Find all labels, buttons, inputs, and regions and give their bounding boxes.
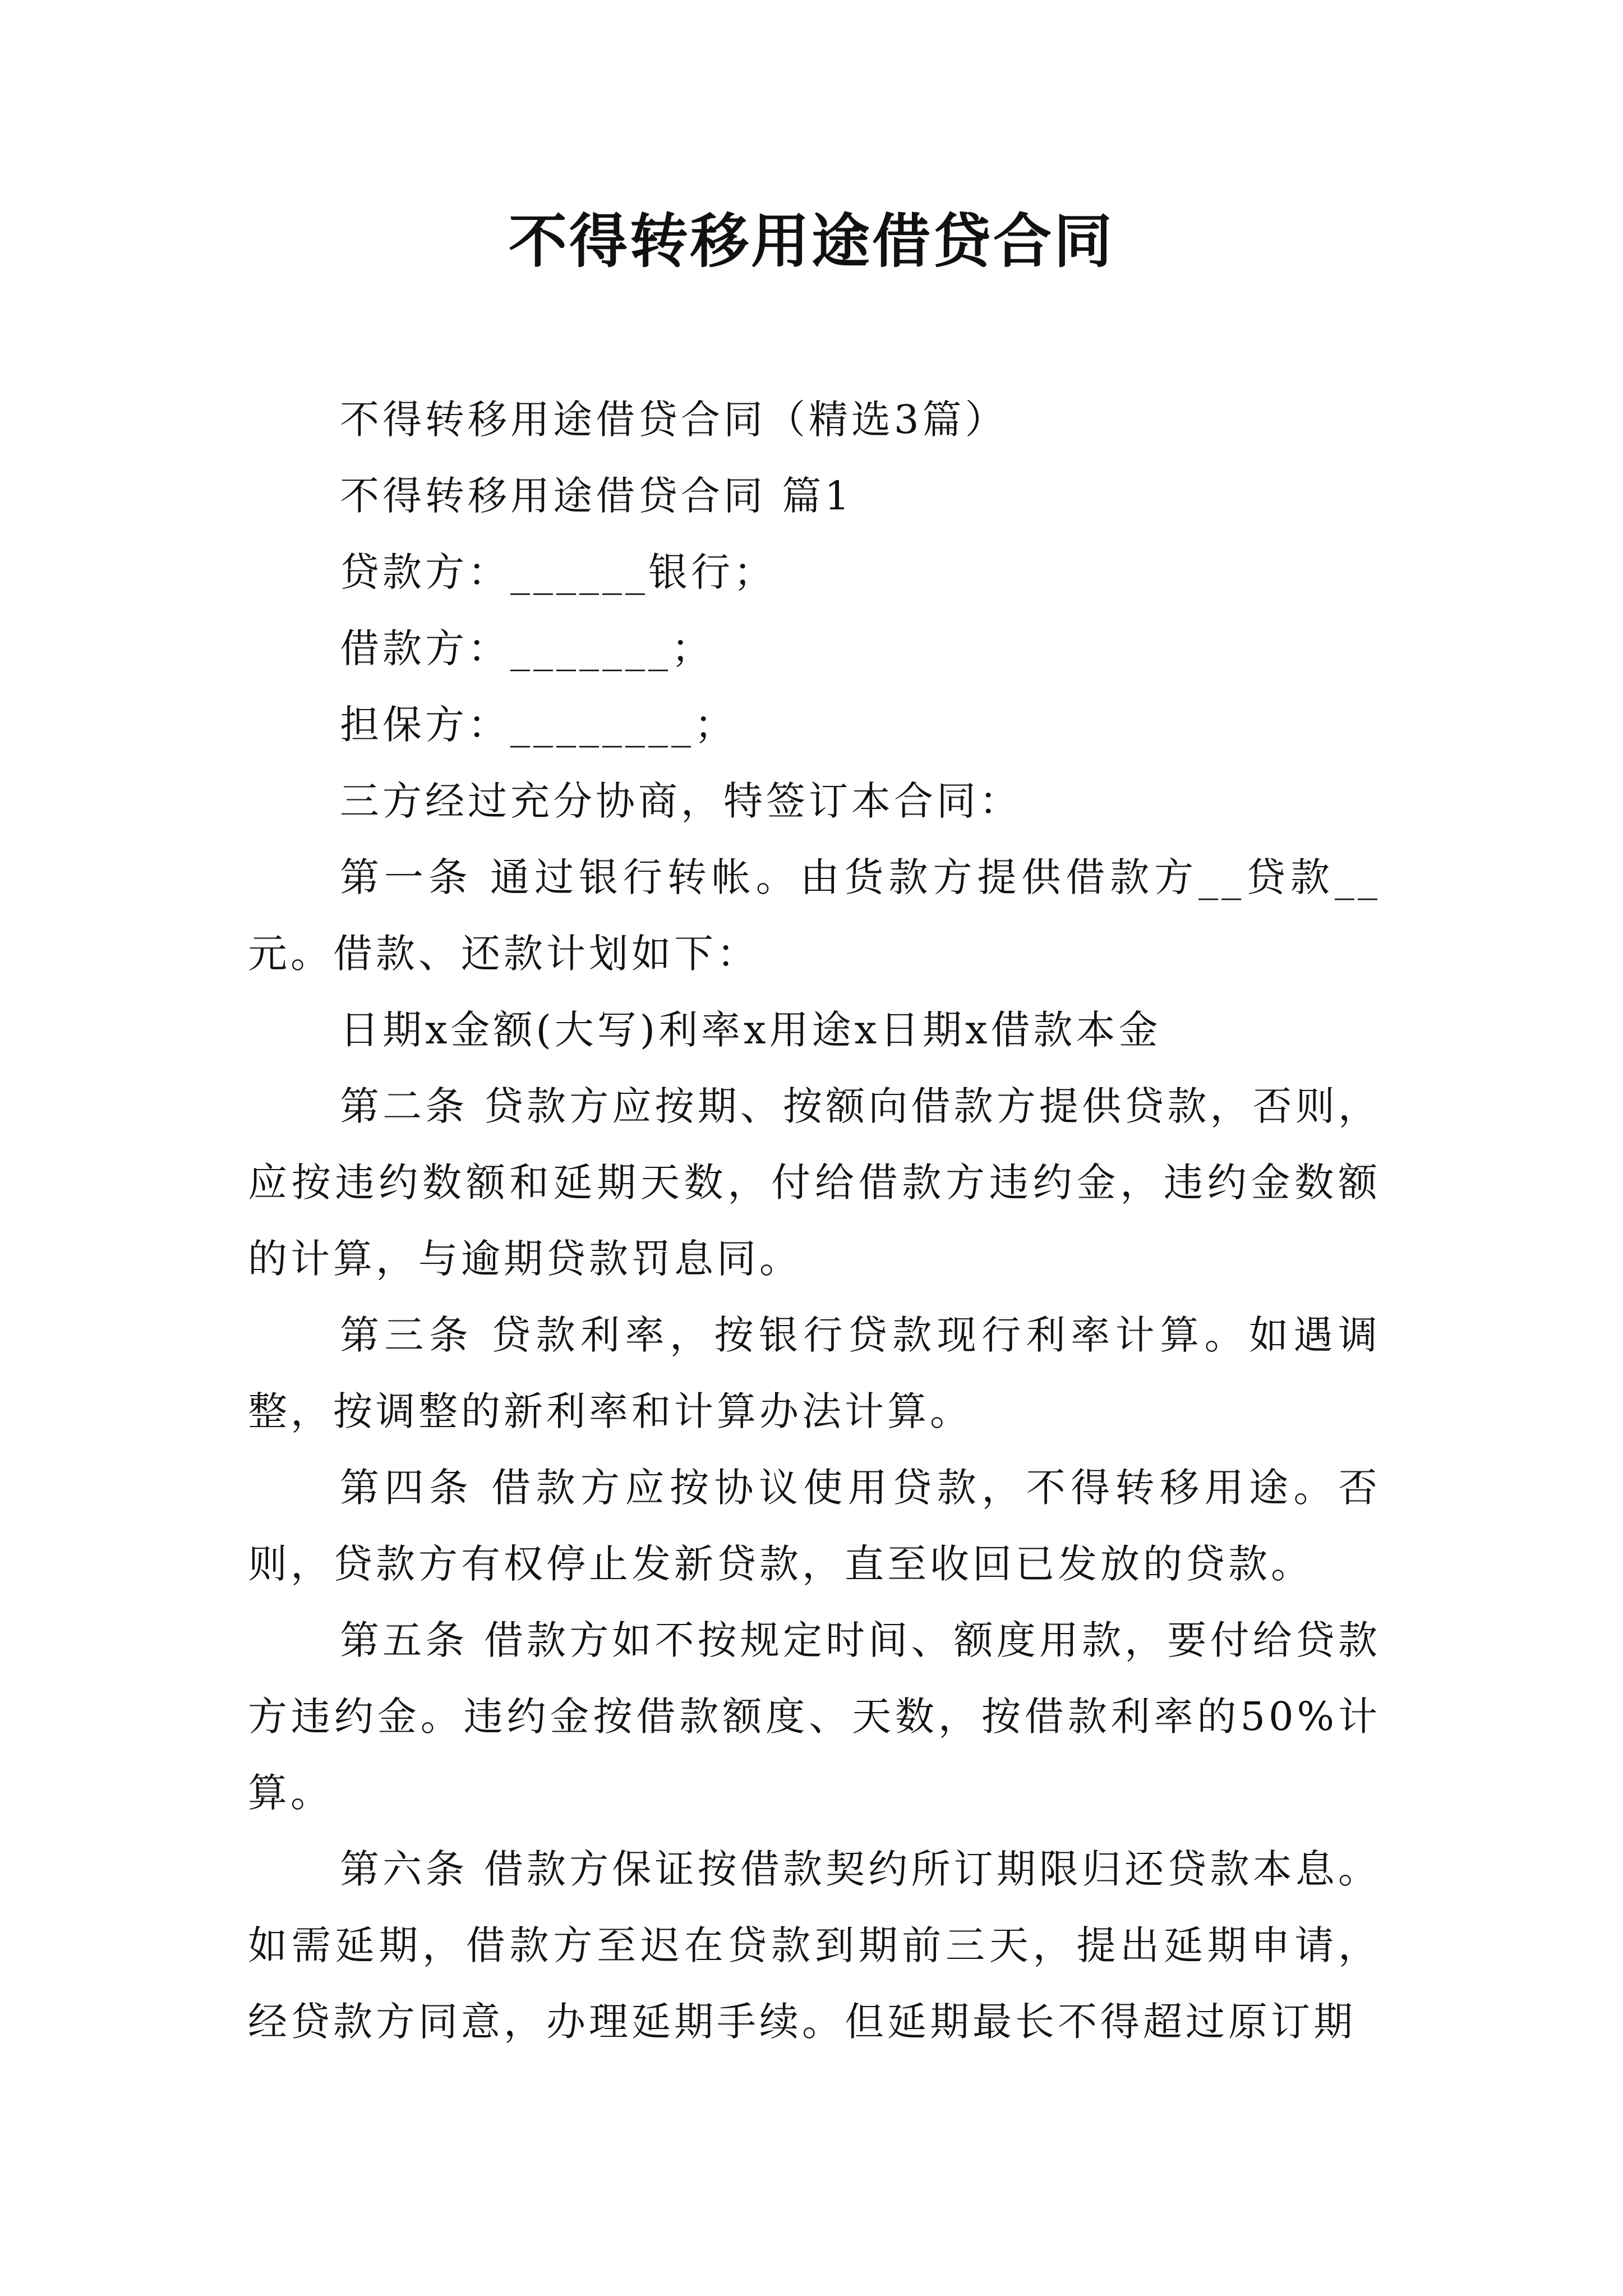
paragraph-article-6: 第六条 借款方保证按借款契约所订期限归还贷款本息。如需延期，借款方至迟在贷款到期前三天，提出延期申请，经贷款方同意，办理延期手续。但延期最长不得超过原订期 [248, 1846, 1381, 2045]
paragraph-lender: 贷款方：______银行； [340, 549, 776, 595]
paragraph-subtitle: 不得转移用途借贷合同（精选3篇） [340, 397, 1008, 443]
paragraph-article-2: 第二条 贷款方应按期、按额向借款方提供贷款，否则，应按违约数额和延期天数，付给借款方违约金，违约金数额的计算，与逾期贷款罚息同。 [248, 1083, 1381, 1282]
document-body [248, 381, 1381, 2060]
paragraph-article-3: 第三条 贷款利率，按银行贷款现行利率计算。如遇调整，按调整的新利率和计算办法计算。 [248, 1312, 1381, 1434]
paragraph-section-heading: 不得转移用途借贷合同 篇1 [340, 473, 853, 519]
paragraph-borrower: 借款方：_______； [340, 625, 714, 671]
paragraph-preamble: 三方经过充分协商，特签订本合同： [340, 778, 1022, 824]
paragraph-schedule-columns: 日期x金额(大写)利率x用途x日期x借款本金 [340, 1007, 1161, 1053]
paragraph-article-1: 第一条 通过银行转帐。由货款方提供借款方__贷款__元。借款、还款计划如下： [248, 854, 1381, 977]
document-title: 不得转移用途借贷合同 [508, 207, 1114, 275]
paragraph-article-5: 第五条 借款方如不按规定时间、额度用款，要付给贷款方违约金。违约金按借款额度、天数，按借款利率的50%计算。 [248, 1617, 1381, 1816]
paragraph-article-4: 第四条 借款方应按协议使用贷款，不得转移用途。否则，贷款方有权停止发新贷款，直至收回已发放的贷款。 [248, 1465, 1381, 1587]
paragraph-guarantor: 担保方：________； [340, 702, 737, 748]
